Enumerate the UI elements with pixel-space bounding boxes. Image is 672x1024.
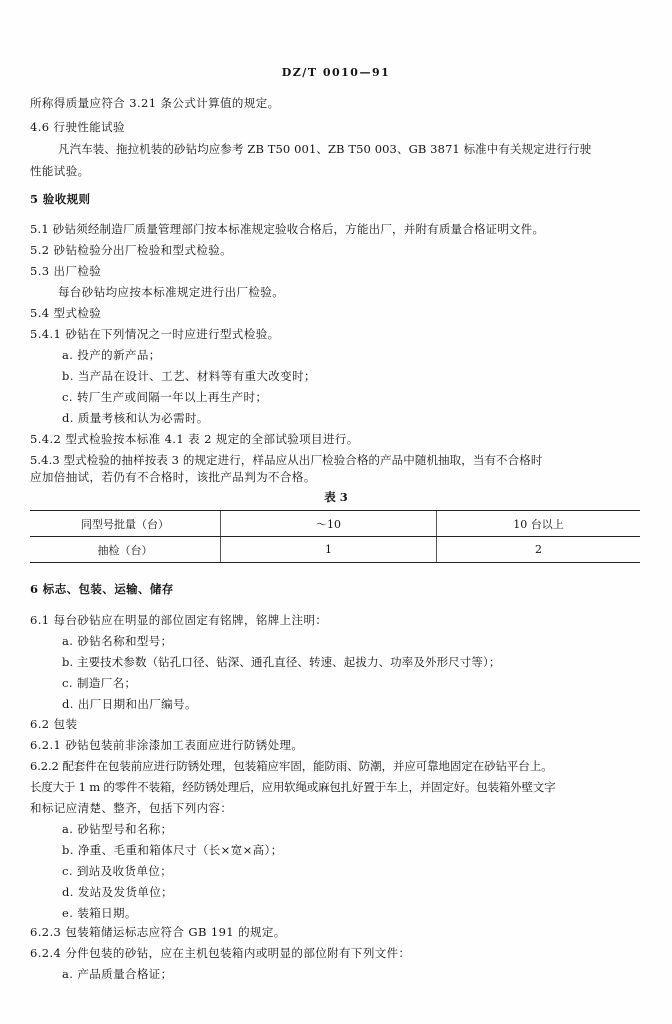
section-heading: 5.3 出厂检验 (30, 264, 102, 278)
section-heading: 6.2 包装 (30, 717, 78, 731)
list-item: a. 砂钻名称和型号； (62, 634, 173, 648)
text-line: 5.4.2 型式检验按本标准 4.1 表 2 规定的全部试验项目进行。 (30, 432, 359, 446)
text-line: 每台砂钻均应按本标准规定进行出厂检验。 (58, 285, 285, 299)
text-line: 长度大于 1 m 的零件不装箱，经防锈处理后，应用软绳或麻包扎好置于车上，并固定好。包装箱外壁文字 (30, 780, 556, 794)
section-heading: 5.4 型式检验 (30, 306, 102, 320)
text-line: 性能试验。 (30, 164, 90, 178)
list-item: c. 制造厂名； (62, 676, 137, 690)
list-item: c. 转厂生产或间隔一年以上再生产时； (62, 390, 268, 404)
table-cell: 10 台以上 (437, 511, 641, 537)
table-cell: 2 (437, 537, 641, 563)
text-line: 6.2.4 分件包装的砂钻，应在主机包装箱内或明显的部位附有下列文件： (30, 946, 411, 960)
text-line: 5.1 砂钻须经制造厂质量管理部门按本标准规定验收合格后，方能出厂，并附有质量合格证明文件。 (30, 222, 545, 236)
table-caption: 表 3 (324, 490, 348, 504)
table-cell: 同型号批量（台） (30, 511, 221, 537)
list-item: a. 产品质量合格证； (62, 967, 173, 981)
text-line: 和标记应清楚、整齐，包括下列内容： (30, 801, 233, 815)
section-heading: 4.6 行驶性能试验 (30, 120, 125, 134)
text-line: 6.1 每台砂钻应在明显的部位固定有铭牌，铭牌上注明： (30, 613, 328, 627)
section-heading: 6 标志、包装、运输、储存 (30, 582, 174, 596)
list-item: d. 质量考核和认为必需时。 (62, 411, 209, 425)
section-heading: 5 验收规则 (30, 192, 91, 206)
list-item: b. 净重、毛重和箱体尺寸（长×宽×高）； (62, 843, 283, 857)
table-cell: 抽检（台） (30, 537, 221, 563)
list-item: d. 出厂日期和出厂编号。 (62, 697, 197, 711)
text-line: 5.4.1 砂钻在下列情况之一时应进行型式检验。 (30, 327, 280, 341)
table-cell: ～10 (221, 511, 437, 537)
list-item: b. 主要技术参数（钻孔口径、钻深、通孔直径、转速、起拔力、功率及外形尺寸等）； (62, 655, 501, 669)
text-line: 6.2.2 配套件在包装前应进行防锈处理，包装箱应牢固，能防雨、防潮，并应可靠地固定在砂钻平台上。 (30, 759, 553, 773)
list-item: a. 砂钻型号和名称； (62, 822, 173, 836)
text-line: 6.2.3 包装箱储运标志应符合 GB 191 的规定。 (30, 925, 286, 939)
text-line: 所称得质量应符合 3.21 条公式计算值的规定。 (30, 96, 280, 110)
table-cell: 1 (221, 537, 437, 563)
page-header: DZ/T 0010—91 (281, 66, 391, 79)
text-line: 6.2.1 砂钻包装前非涂漆加工表面应进行防锈处理。 (30, 738, 304, 752)
text-line: 应加倍抽试，若仍有不合格时，该批产品判为不合格。 (30, 470, 316, 484)
sampling-table (30, 510, 640, 563)
table-row (30, 511, 640, 537)
list-item: b. 当产品在设计、工艺、材料等有重大改变时； (62, 369, 316, 383)
list-item: a. 投产的新产品； (62, 348, 161, 362)
text-line: 5.4.3 型式检验的抽样按表 3 的规定进行，样品应从出厂检验合格的产品中随机抽取，当有不合格时 (30, 453, 543, 467)
list-item: d. 发站及发货单位； (62, 885, 174, 899)
list-item: c. 到站及收货单位； (62, 864, 173, 878)
text-line: 凡汽车装、拖拉机装的砂钻均应参考 ZB T50 001、ZB T50 003、GB 3871 标准中有关规定进行行驶 (58, 142, 592, 156)
list-item: e. 装箱日期。 (62, 906, 137, 920)
table-row (30, 537, 640, 563)
text-line: 5.2 砂钻检验分出厂检验和型式检验。 (30, 243, 233, 257)
